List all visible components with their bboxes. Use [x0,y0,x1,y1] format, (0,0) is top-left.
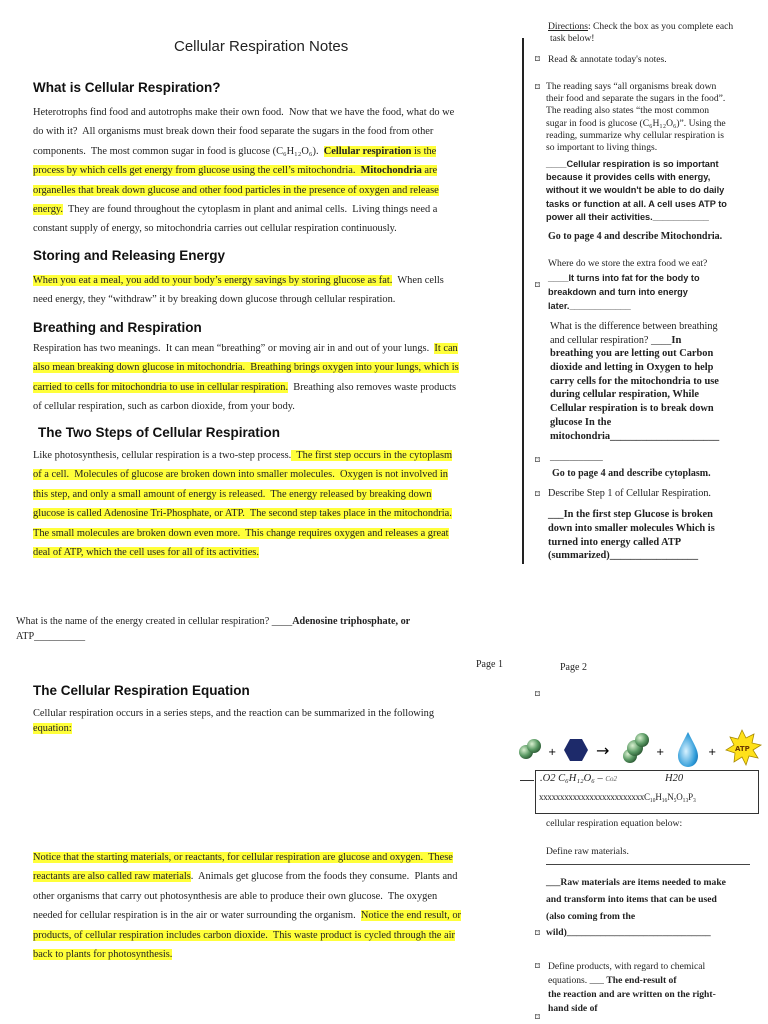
paragraph-line [33,465,523,484]
paragraph-line [33,200,523,219]
highlighted-text: glucose is called Adenosine Tri-Phosphate, or ATP. The second step takes place in the mitochondria. [33,508,452,520]
section-heading: Breathing and Respiration [33,320,202,335]
highlighted-text: is the [411,145,437,157]
glucose-hexagon-icon [564,739,588,761]
highlighted-text: deal of ATP, which the cell uses for all of its activities. [33,547,259,559]
checkbox-task-4[interactable]: ⌑ [535,456,540,466]
text-run: Breathing also removes waste products [288,381,457,393]
section-paragraph [33,339,523,417]
plus-symbol: + [548,747,557,758]
directions-label: Directions [548,21,588,32]
paragraph-line [33,867,523,886]
highlighted-text: The small molecules are broken down even more. This change requires oxygen and releases a great [33,527,449,539]
answer-line: down into smaller molecules Which is [548,522,715,534]
highlighted-text: Cellular respiration [323,145,412,157]
section-heading: Storing and Releasing Energy [33,248,226,263]
section-paragraph [33,446,523,562]
section-heading: The Two Steps of Cellular Respiration [38,425,281,440]
intro-line: Cellular respiration occurs in a series steps, and the reaction can be summarized in the following [33,708,435,719]
define-products-line: Define products, with regard to chemical [548,961,706,972]
text-run: They are found throughout the cytoplasm in plant and animal cells. Living things need a [63,204,438,216]
equation-heading: The Cellular Respiration Equation [33,683,250,698]
paragraph-line [33,504,523,523]
text-run: needed for cellular respiration is in the air or water surrounding the organism. [33,910,361,922]
checkbox-task-8[interactable]: ⌑ [535,962,540,972]
goto-mitochondria: Go to page 4 and describe Mitochondria. [548,231,723,242]
text-run: other organisms that carry out photosynthesis are able to produce their own glucose. The oxygen [33,890,438,902]
answer-line: (also coming from the [546,911,636,922]
text-run: do with it? All organisms must break down their food separate the sugars in the food from other [33,126,434,138]
paragraph-line [33,543,523,562]
highlighted-text: Mitochondria [360,165,422,177]
highlighted-text: products, of cellular respiration includes carbon dioxide. This waste product is cycled through the air [33,929,455,941]
highlighted-text: reactants are also called raw materials [33,871,191,883]
define-products [548,960,766,987]
highlighted-text: The first step occurs in the cytoplasm [291,450,453,461]
text-run: When cells [392,275,444,286]
checkbox-task-1[interactable]: ⌑ [535,55,540,65]
answer-line: mitochondria_____________________ [550,430,720,442]
text-run: of cellular respiration, such as carbon dioxide, from your body. [33,401,295,413]
define-raw-materials: Define raw materials. [546,846,629,857]
answer-line: breathing you are letting out Carbon [550,348,714,359]
task-2-line: so important to living things. [546,142,658,154]
checkbox-task-6[interactable]: ⌑ [535,690,540,700]
paragraph-line [33,142,523,161]
highlighted-text: are [421,165,438,177]
section-paragraph [33,103,523,239]
raw-materials-answer-end: wild)______________________________ [546,927,711,938]
page-2-label: Page 2 [560,662,587,673]
products-answer[interactable] [548,988,766,1016]
directions-text: : Check the box as you complete each [587,21,734,32]
highlighted-text: carried to cells for mitochondria to use in cellular respiration. [33,381,289,393]
text-run: constant supply of energy, so mitochondria carries out cellular respiration continuously. [33,223,397,235]
answer-line: during cellular respiration, While [550,389,699,401]
task-2-line: The reading says “all organisms break down [546,81,717,92]
answer-line: ___In the first step Glucose is broken [548,509,713,520]
answer-3[interactable] [548,271,766,313]
paragraph-line [33,181,523,200]
answer-5[interactable] [548,508,766,563]
checkbox-task-2[interactable]: ⌑ [535,83,540,93]
text-run: Respiration has two meanings. It can mean “breathing” or moving air in and out of your lungs. [33,343,435,354]
highlighted-text: Notice that the starting materials, or reactants, for cellular respiration are glucose and oxygen. These [33,852,453,863]
question-blank: __________ [34,631,86,642]
paragraph-line [33,848,523,867]
paragraph-line [33,358,523,377]
checkbox-task-7[interactable]: ⌑ [535,929,540,939]
question-answer-2: ATP [16,631,35,642]
page-title: Cellular Respiration Notes [174,38,349,55]
carbon-dioxide-molecule-icon [623,733,649,763]
equation-pictogram [516,726,768,772]
highlighted-text: organelles that break down glucose and other food particles in the presence of oxygen and release [33,184,439,196]
paragraph-line [33,339,523,358]
highlighted-text: process by which cells get energy from glucose using the cell’s mitochondria. [33,165,361,177]
answer-line: ___Raw materials are items needed to make [546,877,726,888]
question-prompt: What is the name of the energy created in cellular respiration? ____ [16,616,293,627]
answer-line: ____It turns into fat for the body to [548,273,700,283]
paragraph-line [33,906,523,925]
raw-materials-answer[interactable] [546,874,764,925]
equation-reactants: .O2 C₆H₁₂O₆ – [540,773,606,784]
highlighted-text: of a cell. Molecules of glucose are broken down into smaller molecules. Oxygen is not involved in [33,469,448,481]
task-2-line: reading, summarize why cellular respiration is [546,129,724,141]
task-2-text [546,81,766,154]
paragraph-line [33,271,523,290]
answer-rule [546,864,750,865]
task-1-text: Read & annotate today's notes. [548,54,667,65]
products-answer-first: The end-result of [606,974,677,986]
paragraph-line [33,161,523,180]
paragraph-line [33,378,523,397]
blank-line: ___________ [550,452,603,463]
task-2-line: their food and separate the sugars in the food”. [546,93,726,105]
checkbox-task-3[interactable]: ⌑ [535,281,540,291]
text-run: Heterotrophs find food and autotrophs make their own food. Now that we have the food, what do we [33,107,455,118]
task-2-line: sugar in food is glucose (C₆H₁₂O₆)”. Using the [546,117,726,129]
answer-4[interactable] [550,347,766,444]
text-run: . Animals get glucose from the foods they consume. Plants and [190,871,458,883]
equation-line-2: xxxxxxxxxxxxxxxxxxxxxxxxxC₁₀H₁₆N₅O₁₃P₃ [539,792,696,802]
text-run: need energy, they “withdraw” it by breaking down glucose through cellular respiration. [33,294,396,306]
answer-line: the reaction and are written on the right- [548,989,716,1000]
highlighted-text: this step, and only a small amount of energy is released. The energy released by breaking down [33,488,432,500]
answer-line: hand side of [548,1003,598,1014]
answer-line: later.____________ [548,301,631,311]
question-4-line: and cellular respiration? ____ [550,334,672,346]
paragraph-line [33,945,523,964]
paragraph-line [33,485,523,504]
highlighted-text: back to plants for photosynthesis. [33,949,173,961]
question-4 [550,320,766,347]
answer-line: without it we wouldn't be able to do daily [546,185,725,196]
atp-energy-burst-icon [726,730,761,765]
section-heading: What is Cellular Respiration? [33,80,221,95]
page-1-label: Page 1 [476,659,503,670]
paragraph-line [33,219,523,238]
highlighted-text: When you eat a meal, you add to your body’s energy savings by storing glucose as fat. [33,275,393,286]
equation-intro [33,706,434,736]
text-run: Like photosynthesis, cellular respiration is a two-step process. [33,450,292,461]
highlighted-text: energy. [33,204,64,216]
section-paragraph [33,271,523,310]
reactants-paragraph [33,848,523,964]
energy-question [16,614,486,644]
answer-line: tasks or function at all. A cell uses ATP to [546,198,727,209]
answer-line: (summarized)_________________ [548,550,699,562]
answer-line: and transform into items that can be used [546,894,717,905]
paragraph-line [33,446,523,465]
paragraph-line [33,290,523,309]
answer-line: glucose In the [550,416,612,428]
task-2-answer[interactable] [546,158,766,224]
highlighted-text: Notice the end result, or [360,910,462,922]
plus-symbol: + [656,747,665,758]
paragraph-line [33,103,523,122]
water-drop-icon [678,732,698,767]
question-3: Where do we store the extra food we eat? [548,258,708,269]
directions [548,21,766,45]
checkbox-task-9[interactable]: ⌑ [535,1013,540,1023]
define-products-line: equations. ___ [548,974,607,986]
plus-symbol: + [708,747,717,758]
paragraph-line [33,926,523,945]
paragraph-line [33,122,523,141]
answer-line: power all their activities.___________ [546,211,709,222]
equation-box-tick [520,780,534,781]
answer-line: breakdown and turn into energy [548,287,688,297]
equation-line-1 [540,773,683,784]
answer-line: ____Cellular respiration is so important [546,159,719,169]
question-4-line: What is the difference between breathing [550,321,718,332]
highlighted-text: It can [434,343,458,354]
answer-line: turned into energy called ATP [548,536,682,548]
answer-line: because it provides cells with energy, [546,172,711,183]
directions-text-2: task below! [550,33,595,45]
arrow-symbol: → [596,741,610,760]
answer-line: dioxide and letting in Oxygen to help [550,361,714,373]
column-divider [522,38,524,564]
answer-line: carry cells for the mitochondria to use [550,375,719,387]
oxygen-molecule-icon [519,739,541,759]
equation-h2o: H20 [665,773,684,784]
paragraph-line [33,524,523,543]
paragraph-line [33,887,523,906]
paragraph-line [33,397,523,416]
equation-instruction: cellular respiration equation below: [546,818,683,829]
task-2-line: The reading also states “the most common [546,105,710,117]
goto-cytoplasm: Go to page 4 and describe cytoplasm. [552,468,711,479]
highlighted-text: also mean breaking down glucose in mitochondria. Breathing brings oxygen into your lungs, which is [33,362,459,374]
intro-line: equation: [33,723,72,734]
checkbox-task-5[interactable]: ⌑ [535,490,540,500]
answer-line: Cellular respiration is to break down [550,403,714,415]
question-5: Describe Step 1 of Cellular Respiration. [548,488,711,499]
atp-label: ATP [735,745,750,753]
answer-4-first: In [671,334,682,346]
question-answer: Adenosine triphosphate, or [292,616,411,627]
equation-co2: Co2 [605,775,618,783]
text-run: components. The most common sugar in food is glucose (C₆H₁₂O₆). [33,145,324,157]
